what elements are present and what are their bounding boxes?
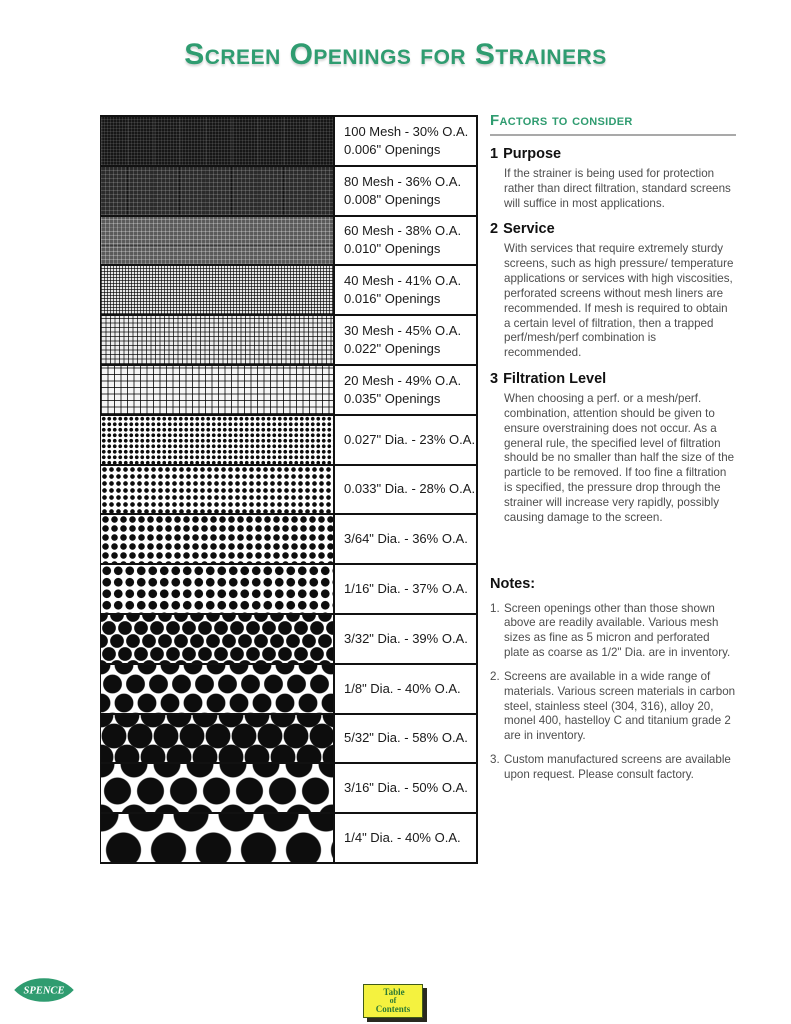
notes-block: [490, 576, 736, 783]
table-row: [100, 466, 478, 516]
table-row: [100, 565, 478, 615]
screen-pattern-image: [100, 167, 333, 217]
screen-label: 5/32" Dia. - 58% O.A.: [333, 715, 478, 765]
screen-label: 30 Mesh - 45% O.A. 0.022" Openings: [333, 316, 478, 366]
screen-label: 3/32" Dia. - 39% O.A.: [333, 615, 478, 665]
table-row: [100, 366, 478, 416]
screen-pattern-image: [100, 715, 333, 765]
factor-section: [490, 371, 736, 525]
screen-label: 0.027" Dia. - 23% O.A.: [333, 416, 478, 466]
toc-label-line1: Table: [383, 987, 405, 997]
factor-section-title: 3 Filtration Level: [490, 371, 607, 388]
screen-label: 1/4" Dia. - 40% O.A.: [333, 814, 478, 864]
screen-pattern-image: [100, 117, 333, 167]
screen-pattern-image: [100, 266, 333, 316]
screen-pattern-image: [100, 764, 333, 814]
factor-section-body: When choosing a perf. or a mesh/perf. combination, attention should be given to ensure overstraining does not occur. As a general rule, the specified level of filtration should be no smaller than half the size of the particle to be removed. If too fine a filtration is specified, the pressure drop through the strainer will increase very rapidly, possibly causing damage to the screen.: [504, 392, 735, 524]
screen-label: 40 Mesh - 41% O.A. 0.016" Openings: [333, 266, 478, 316]
notes-heading: Notes:: [490, 575, 536, 592]
factor-section: [490, 221, 736, 361]
screen-pattern-image: [100, 217, 333, 267]
note-item: 3. Custom manufactured screens are available upon request. Please consult factory.: [490, 753, 731, 781]
spence-logo: [13, 975, 75, 1005]
table-row: [100, 266, 478, 316]
screen-label: 0.033" Dia. - 28% O.A.: [333, 466, 478, 516]
factor-section-title: 2 Service: [490, 221, 555, 238]
table-row: [100, 316, 478, 366]
screen-label: 20 Mesh - 49% O.A. 0.035" Openings: [333, 366, 478, 416]
factor-section: [490, 146, 736, 211]
toc-label-line3: Contents: [375, 1004, 411, 1014]
screen-pattern-image: [100, 565, 333, 615]
factor-section-body: If the strainer is being used for protection rather than direct filtration, standard screens will suffice in most applications.: [504, 167, 731, 210]
screen-pattern-image: [100, 665, 333, 715]
table-row: [100, 764, 478, 814]
screen-label: 100 Mesh - 30% O.A. 0.006" Openings: [333, 117, 478, 167]
table-row: [100, 515, 478, 565]
screen-pattern-image: [100, 814, 333, 864]
screen-pattern-image: [100, 366, 333, 416]
screen-label: 80 Mesh - 36% O.A. 0.008" Openings: [333, 167, 478, 217]
table-row: [100, 615, 478, 665]
table-row: [100, 814, 478, 864]
screen-pattern-image: [100, 615, 333, 665]
spence-logo-text: SPENCE: [23, 985, 65, 997]
screen-label: 3/64" Dia. - 36% O.A.: [333, 515, 478, 565]
factors-column: [490, 112, 736, 792]
table-row: [100, 665, 478, 715]
table-row: [100, 217, 478, 267]
screen-pattern-image: [100, 466, 333, 516]
toc-label-line2: of: [389, 996, 397, 1005]
table-row: [100, 117, 478, 167]
note-item: 1. Screen openings other than those shown above are readily available. Various mesh sizes as fine as 5 micron and perforated plate as coarse as 1/2" Dia. are in inventory.: [490, 601, 731, 660]
screen-pattern-image: [100, 416, 333, 466]
table-row: [100, 167, 478, 217]
notes-list: [490, 602, 736, 783]
screen-label: 1/16" Dia. - 37% O.A.: [333, 565, 478, 615]
note-item: 2. Screens are available in a wide range of materials. Various screen materials in carbon steel, stainless steel (304, 316), alloy 20, monel 400, hastelloy C and titanium grade 2 are in inventory.: [490, 669, 736, 743]
screen-table: [100, 115, 478, 864]
table-row: [100, 416, 478, 466]
page-title: Screen Openings for Strainers: [184, 38, 607, 71]
screen-label: 1/8" Dia. - 40% O.A.: [333, 665, 478, 715]
screen-label: 3/16" Dia. - 50% O.A.: [333, 764, 478, 814]
screen-label: 60 Mesh - 38% O.A. 0.010" Openings: [333, 217, 478, 267]
factor-section-body: With services that require extremely sturdy screens, such as high pressure/ temperature applications or services with high viscosities, perforated screens without mesh liners are recommended. If mesh is required to obtain a certain level of filtration, then a trapped perf/mesh/perf combination is recommended.: [504, 242, 734, 360]
table-row: [100, 715, 478, 765]
screen-pattern-image: [100, 316, 333, 366]
factor-section-title: 1 Purpose: [490, 146, 562, 162]
factors-sections: [490, 146, 736, 526]
screen-pattern-image: [100, 515, 333, 565]
factors-heading: Factors to consider: [490, 112, 736, 136]
spence-logo-shape: [13, 975, 75, 1005]
table-of-contents-button[interactable]: [363, 984, 423, 1018]
